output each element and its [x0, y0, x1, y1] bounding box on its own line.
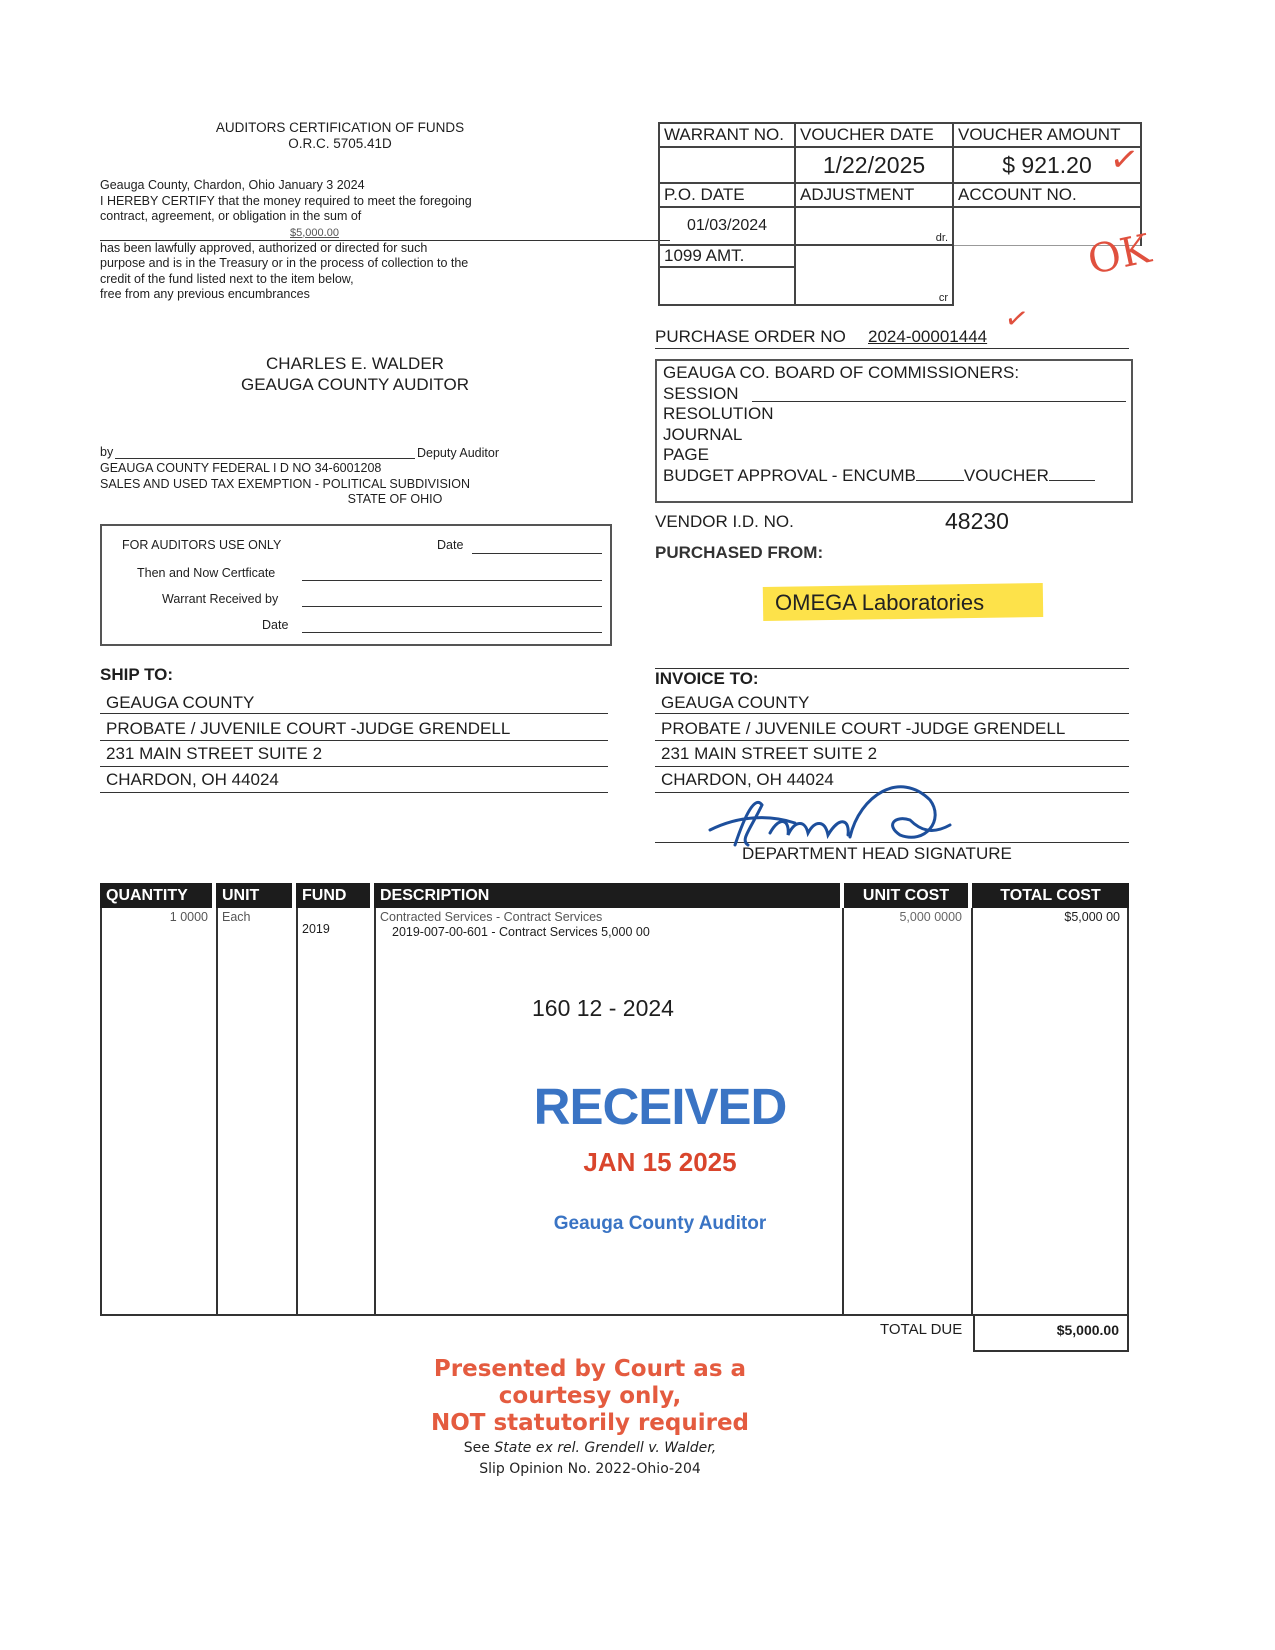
- po-check-mark-icon: ✓: [1002, 301, 1031, 336]
- check-mark-icon: ✓: [1107, 139, 1142, 181]
- total-due-label: TOTAL DUE: [880, 1321, 963, 1338]
- voucher-line: [1049, 480, 1095, 481]
- deputy-label: Deputy Auditor: [417, 446, 499, 460]
- table-divider: [296, 908, 298, 1314]
- auditor-use-title: FOR AUDITORS USE ONLY: [122, 538, 282, 552]
- resolution-label: RESOLUTION: [663, 404, 774, 423]
- purchase-order-number: 2024-00001444: [868, 327, 988, 346]
- cert-line: contract, agreement, or obligation in the sum of: [100, 209, 362, 223]
- invoice-to-line: PROBATE / JUVENILE COURT -JUDGE GRENDELL: [661, 718, 1066, 738]
- ok-handwriting: OK: [1083, 225, 1155, 285]
- commissioners-box: [655, 359, 1133, 503]
- table-divider: [971, 908, 973, 1314]
- ship-to-rule: [100, 766, 608, 767]
- row-total-cost: $5,000 00: [1064, 910, 1120, 924]
- certified-sum-value: $5,000.00: [290, 226, 339, 239]
- ship-to-label: SHIP TO:: [100, 665, 174, 684]
- amt-1099-value: [659, 267, 795, 305]
- invoice-to-line: GEAUGA COUNTY: [661, 693, 810, 712]
- cert-line: purpose and is in the Treasury or in the process of collection to the: [100, 256, 469, 270]
- tax-info: [100, 460, 470, 492]
- purchase-order-label: PURCHASE ORDER NO: [655, 327, 846, 346]
- invoice-to-rule: [655, 740, 1129, 741]
- warrant-received-label: Warrant Received by: [162, 592, 279, 606]
- courtesy-line: NOT statutorily required: [430, 1410, 750, 1436]
- table-border-right: [1127, 908, 1129, 1314]
- po-date-header: P.O. DATE: [659, 183, 795, 207]
- cert-line: free from any previous encumbrances: [100, 287, 310, 301]
- auditor-date-label: Date: [437, 538, 464, 552]
- total-due-value: $5,000.00: [1056, 1322, 1119, 1338]
- amt-1099-header: 1099 AMT.: [659, 245, 795, 267]
- auditor-title: GEAUGA COUNTY AUDITOR: [241, 375, 469, 394]
- citation: [380, 1438, 800, 1480]
- certification-title: AUDITORS CERTIFICATION OF FUNDS: [215, 120, 465, 135]
- vendor-id-value: 48230: [945, 508, 1009, 534]
- adjustment-dr: dr.: [795, 207, 953, 245]
- vendor-name: OMEGA Laboratories: [775, 590, 985, 615]
- warrant-no-value: [659, 147, 795, 183]
- ship-to-line: PROBATE / JUVENILE COURT -JUDGE GRENDELL: [106, 718, 511, 738]
- voucher-date-value: 1/22/2025: [795, 147, 953, 183]
- citation-see: See: [463, 1440, 495, 1456]
- courtesy-line: Presented by Court as a: [433, 1356, 747, 1382]
- ship-to-line: GEAUGA COUNTY: [106, 693, 255, 712]
- state-label: STATE OF OHIO: [347, 492, 443, 506]
- invoice-to-label: INVOICE TO:: [655, 669, 759, 688]
- session-label: SESSION: [663, 383, 739, 403]
- date2-label: Date: [262, 618, 289, 632]
- auditor-use-box: [100, 524, 612, 646]
- encumb-line: [916, 480, 964, 481]
- journal-label: JOURNAL: [663, 424, 743, 444]
- warrant-table: [658, 122, 1142, 306]
- table-divider: [374, 908, 376, 1314]
- ship-to-line: CHARDON, OH 44024: [106, 769, 279, 789]
- certification-text: [100, 178, 570, 303]
- page-label: PAGE: [663, 445, 709, 464]
- ship-to-rule: [100, 740, 608, 741]
- deputy-signature-line: [115, 458, 415, 459]
- date2-line: [302, 632, 602, 633]
- commissioners-lines: [663, 363, 1095, 486]
- adjustment-cr: cr: [795, 245, 953, 305]
- orc-code: O.R.C. 5705.41D: [288, 136, 392, 151]
- row-desc-line: 2019-007-00-601 - Contract Services 5,000 00: [392, 925, 650, 939]
- warrant-no-header: WARRANT NO.: [659, 123, 795, 147]
- citation-case-line: [380, 1438, 800, 1459]
- handwritten-note: 160 12 - 2024: [532, 995, 674, 1021]
- federal-id: GEAUGA COUNTY FEDERAL I D NO 34-6001208: [100, 461, 382, 475]
- ship-to-line: 231 MAIN STREET SUITE 2: [106, 744, 323, 763]
- budget-label: [663, 466, 1095, 487]
- then-now-line: [302, 580, 602, 581]
- row-desc-line: Contracted Services - Contract Services: [380, 910, 603, 924]
- invoice-to-line: 231 MAIN STREET SUITE 2: [661, 744, 878, 763]
- account-no-header: ACCOUNT NO.: [953, 183, 1141, 207]
- adjustment-header: ADJUSTMENT: [795, 183, 953, 207]
- citation-case: State ex rel. Grendell v. Walder,: [494, 1440, 717, 1456]
- received-office: Geauga County Auditor: [553, 1213, 767, 1234]
- total-cost-header: TOTAL COST: [972, 883, 1129, 908]
- signature-label: DEPARTMENT HEAD SIGNATURE: [742, 844, 1012, 863]
- location-date: Geauga County, Chardon, Ohio January 3 2024: [100, 178, 365, 192]
- ship-to-rule: [100, 713, 608, 714]
- cert-line: has been lawfully approved, authorized or directed for such: [100, 240, 428, 255]
- ship-to-rule: [100, 792, 608, 793]
- courtesy-notice: [380, 1356, 800, 1437]
- invoice-to-rule: [655, 713, 1129, 714]
- row-unit-cost: 5,000 0000: [899, 910, 962, 924]
- ship-to-address: [106, 690, 510, 792]
- certified-sum: [100, 225, 670, 241]
- voucher-amount-header: VOUCHER AMOUNT: [953, 123, 1141, 147]
- budget-approval-label: BUDGET APPROVAL - ENCUMB: [663, 465, 916, 485]
- courtesy-line: courtesy only,: [498, 1383, 682, 1409]
- invoice-to-line: CHARDON, OH 44024: [661, 769, 834, 789]
- auditor-date-line: [472, 553, 602, 554]
- warrant-received-line: [302, 606, 602, 607]
- certification-title-block: [150, 120, 530, 152]
- invoice-to-rule: [655, 766, 1129, 767]
- row-unit: Each: [222, 910, 251, 924]
- po-date-value: 01/03/2024: [659, 207, 795, 245]
- cert-line: I HEREBY CERTIFY that the money required to meet the foregoing: [100, 193, 472, 208]
- session-line: [752, 401, 1126, 402]
- citation-slip: Slip Opinion No. 2022-Ohio-204: [479, 1461, 701, 1477]
- cert-line: credit of the fund listed next to the item below,: [100, 271, 354, 286]
- tax-exemption: SALES AND USED TAX EXEMPTION - POLITICAL SUBDIVISION: [100, 477, 471, 491]
- quantity-header: QUANTITY: [100, 883, 212, 908]
- signature-scribble: [700, 775, 1000, 865]
- table-divider: [216, 908, 218, 1314]
- table-border-left: [100, 908, 102, 1314]
- unit-header: UNIT: [216, 883, 292, 908]
- commissioners-title: GEAUGA CO. BOARD OF COMMISSIONERS:: [663, 363, 1020, 382]
- voucher-date-header: VOUCHER DATE: [795, 123, 953, 147]
- unit-cost-header: UNIT COST: [844, 883, 968, 908]
- row-quantity: 1 0000: [169, 910, 208, 924]
- vendor-id-label: VENDOR I.D. NO.: [655, 512, 794, 531]
- table-divider: [842, 908, 844, 1314]
- description-header: DESCRIPTION: [374, 883, 840, 908]
- po-line: [655, 348, 1129, 349]
- received-date: JAN 15 2025: [583, 1147, 737, 1177]
- row-fund: 2019: [302, 922, 330, 936]
- purchased-from-label: PURCHASED FROM:: [655, 543, 824, 562]
- fund-header: FUND: [296, 883, 370, 908]
- row-description: [380, 910, 650, 940]
- then-now-label: Then and Now Certficate: [137, 566, 276, 580]
- received-stamp: RECEIVED: [533, 1078, 787, 1135]
- auditor-name: CHARLES E. WALDER: [266, 354, 444, 373]
- voucher-amount-value: $ 921.20: [953, 147, 1141, 183]
- by-label: by: [100, 445, 114, 459]
- auditor-block: [205, 353, 505, 395]
- voucher-label: VOUCHER: [963, 465, 1049, 485]
